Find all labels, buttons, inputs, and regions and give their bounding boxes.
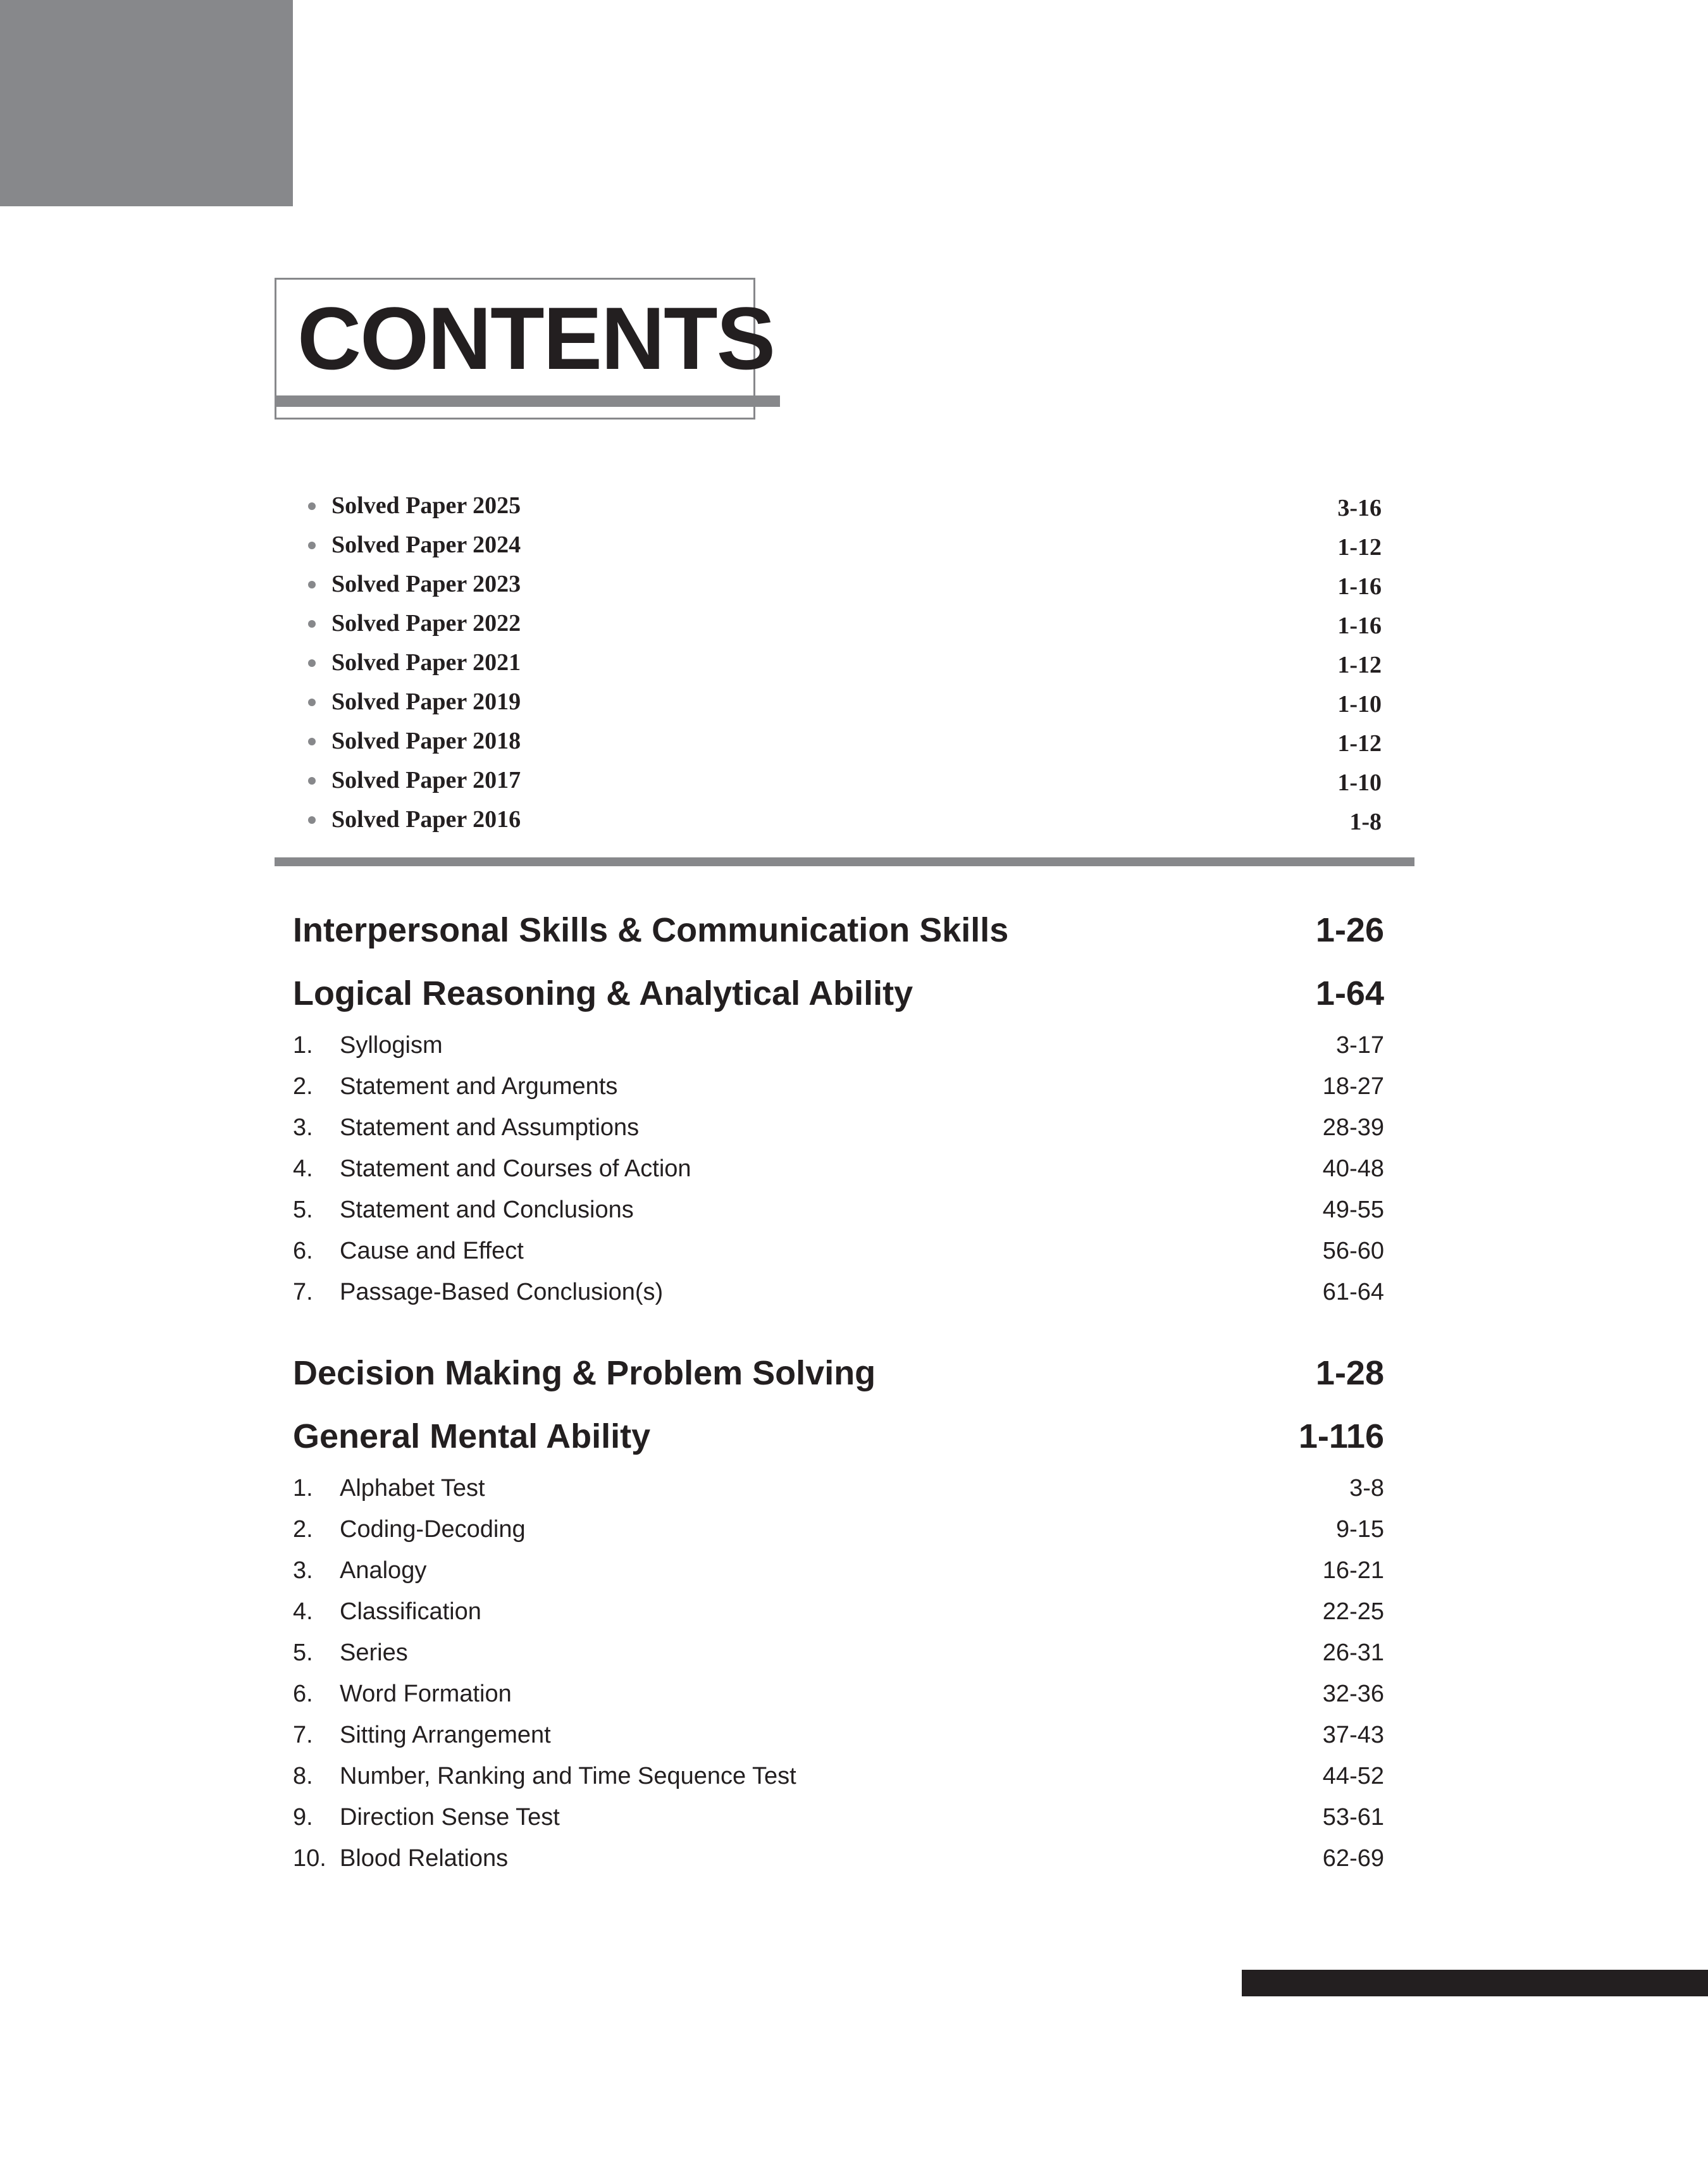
item-label: Classification (340, 1598, 481, 1625)
solved-paper-label: Solved Paper 2018 (331, 728, 521, 754)
toc-item (293, 1025, 1384, 1066)
item-label: Number, Ranking and Time Sequence Test (340, 1763, 796, 1789)
item-pages: 16-21 (1322, 1557, 1384, 1584)
solved-paper-label: Solved Paper 2023 (331, 571, 521, 597)
item-pages: 9-15 (1335, 1516, 1384, 1543)
section-title: General Mental Ability (293, 1417, 651, 1455)
toc-item (293, 1066, 1384, 1107)
item-label: Coding-Decoding (340, 1516, 526, 1543)
toc-item (293, 1838, 1384, 1879)
solved-paper-label: Solved Paper 2022 (331, 610, 521, 637)
corner-decoration-block (0, 0, 293, 206)
solved-paper-label: Solved Paper 2021 (331, 649, 521, 676)
item-pages: 44-52 (1322, 1763, 1384, 1789)
item-number: 3. (293, 1114, 313, 1141)
solved-paper-label: Solved Paper 2025 (331, 492, 521, 519)
section-title: Logical Reasoning & Analytical Ability (293, 974, 913, 1012)
toc-section-general-mental-ability (293, 1405, 1384, 1879)
item-number: 7. (293, 1279, 313, 1305)
section-heading (293, 1341, 1384, 1405)
item-number: 1. (293, 1032, 313, 1059)
solved-paper-pages: 1-16 (1337, 613, 1382, 639)
section-title: Interpersonal Skills & Communication Skills (293, 911, 1009, 949)
item-pages: 61-64 (1322, 1279, 1384, 1305)
solved-paper-pages: 1-16 (1337, 573, 1382, 600)
bullet-icon (308, 699, 316, 706)
item-label: Word Formation (340, 1681, 512, 1707)
toc-section-decision-making (293, 1341, 1384, 1405)
item-label: Statement and Conclusions (340, 1197, 634, 1223)
solved-paper-pages: 1-12 (1337, 730, 1382, 757)
section-pages: 1-64 (1315, 974, 1384, 1012)
solved-paper-pages: 1-12 (1337, 652, 1382, 678)
item-number: 9. (293, 1804, 313, 1831)
item-label: Statement and Courses of Action (340, 1155, 691, 1182)
item-number: 4. (293, 1598, 313, 1625)
item-number: 6. (293, 1681, 313, 1707)
solved-paper-row (304, 721, 1382, 761)
item-label: Sitting Arrangement (340, 1722, 551, 1748)
toc-item (293, 1797, 1384, 1838)
toc-item (293, 1231, 1384, 1272)
solved-paper-label: Solved Paper 2024 (331, 532, 521, 558)
toc-item (293, 1107, 1384, 1148)
item-number: 5. (293, 1639, 313, 1666)
item-number: 10. (293, 1845, 326, 1872)
item-label: Statement and Assumptions (340, 1114, 640, 1141)
item-pages: 62-69 (1322, 1845, 1384, 1872)
bullet-icon (308, 581, 316, 588)
toc-item (293, 1550, 1384, 1591)
toc-item (293, 1148, 1384, 1190)
item-pages: 37-43 (1322, 1722, 1384, 1748)
item-number: 6. (293, 1238, 313, 1264)
page-title: CONTENTS (297, 289, 774, 388)
item-label: Cause and Effect (340, 1238, 524, 1264)
item-number: 3. (293, 1557, 313, 1584)
footer-bar (1242, 1970, 1708, 1996)
solved-paper-label: Solved Paper 2017 (331, 767, 521, 793)
toc-section-logical-reasoning (293, 962, 1384, 1313)
item-pages: 22-25 (1322, 1598, 1384, 1625)
toc-item (293, 1509, 1384, 1550)
item-pages: 40-48 (1322, 1155, 1384, 1182)
section-heading (293, 962, 1384, 1025)
item-pages: 26-31 (1322, 1639, 1384, 1666)
item-number: 2. (293, 1516, 313, 1543)
solved-paper-row (304, 604, 1382, 643)
item-number: 1. (293, 1475, 313, 1502)
solved-paper-pages: 1-8 (1349, 809, 1382, 835)
item-pages: 28-39 (1322, 1114, 1384, 1141)
toc-item (293, 1715, 1384, 1756)
solved-paper-pages: 1-12 (1337, 534, 1382, 561)
item-label: Statement and Arguments (340, 1073, 618, 1100)
item-number: 2. (293, 1073, 313, 1100)
solved-paper-pages: 1-10 (1337, 769, 1382, 796)
bullet-icon (308, 659, 316, 667)
item-number: 7. (293, 1722, 313, 1748)
item-pages: 56-60 (1322, 1238, 1384, 1264)
item-pages: 32-36 (1322, 1681, 1384, 1707)
bullet-icon (308, 542, 316, 549)
solved-paper-label: Solved Paper 2019 (331, 688, 521, 715)
item-label: Direction Sense Test (340, 1804, 560, 1831)
toc-item (293, 1468, 1384, 1509)
solved-paper-row (304, 486, 1382, 525)
item-label: Blood Relations (340, 1845, 509, 1872)
item-label: Analogy (340, 1557, 427, 1584)
solved-paper-pages: 1-10 (1337, 691, 1382, 718)
item-pages: 49-55 (1322, 1197, 1384, 1223)
bullet-icon (308, 502, 316, 510)
item-number: 4. (293, 1155, 313, 1182)
item-pages: 53-61 (1322, 1804, 1384, 1831)
solved-paper-row (304, 682, 1382, 721)
section-pages: 1-26 (1315, 911, 1384, 949)
item-label: Syllogism (340, 1032, 443, 1059)
section-pages: 1-116 (1298, 1417, 1384, 1455)
section-divider (275, 857, 1414, 866)
item-label: Alphabet Test (340, 1475, 485, 1502)
item-label: Series (340, 1639, 408, 1666)
bullet-icon (308, 620, 316, 628)
bullet-icon (308, 738, 316, 745)
bullet-icon (308, 816, 316, 824)
bullet-icon (308, 777, 316, 785)
section-heading (293, 899, 1384, 962)
solved-papers-list (304, 486, 1382, 839)
item-pages: 3-8 (1349, 1475, 1384, 1502)
section-title: Decision Making & Problem Solving (293, 1354, 876, 1392)
solved-paper-row (304, 525, 1382, 564)
toc-item (293, 1190, 1384, 1231)
toc-item (293, 1633, 1384, 1674)
item-pages: 3-17 (1335, 1032, 1384, 1059)
solved-paper-row (304, 564, 1382, 604)
item-number: 5. (293, 1197, 313, 1223)
toc-item (293, 1272, 1384, 1313)
toc-item (293, 1591, 1384, 1633)
toc-item (293, 1756, 1384, 1797)
solved-paper-row (304, 643, 1382, 682)
item-pages: 18-27 (1322, 1073, 1384, 1100)
toc-section-interpersonal (293, 899, 1384, 962)
item-label: Passage-Based Conclusion(s) (340, 1279, 664, 1305)
section-pages: 1-28 (1315, 1354, 1384, 1392)
item-number: 8. (293, 1763, 313, 1789)
toc-item (293, 1674, 1384, 1715)
solved-paper-row (304, 800, 1382, 839)
solved-paper-pages: 3-16 (1337, 495, 1382, 521)
solved-paper-label: Solved Paper 2016 (331, 806, 521, 833)
section-heading (293, 1405, 1384, 1468)
title-underline-bar (275, 395, 780, 407)
solved-paper-row (304, 761, 1382, 800)
